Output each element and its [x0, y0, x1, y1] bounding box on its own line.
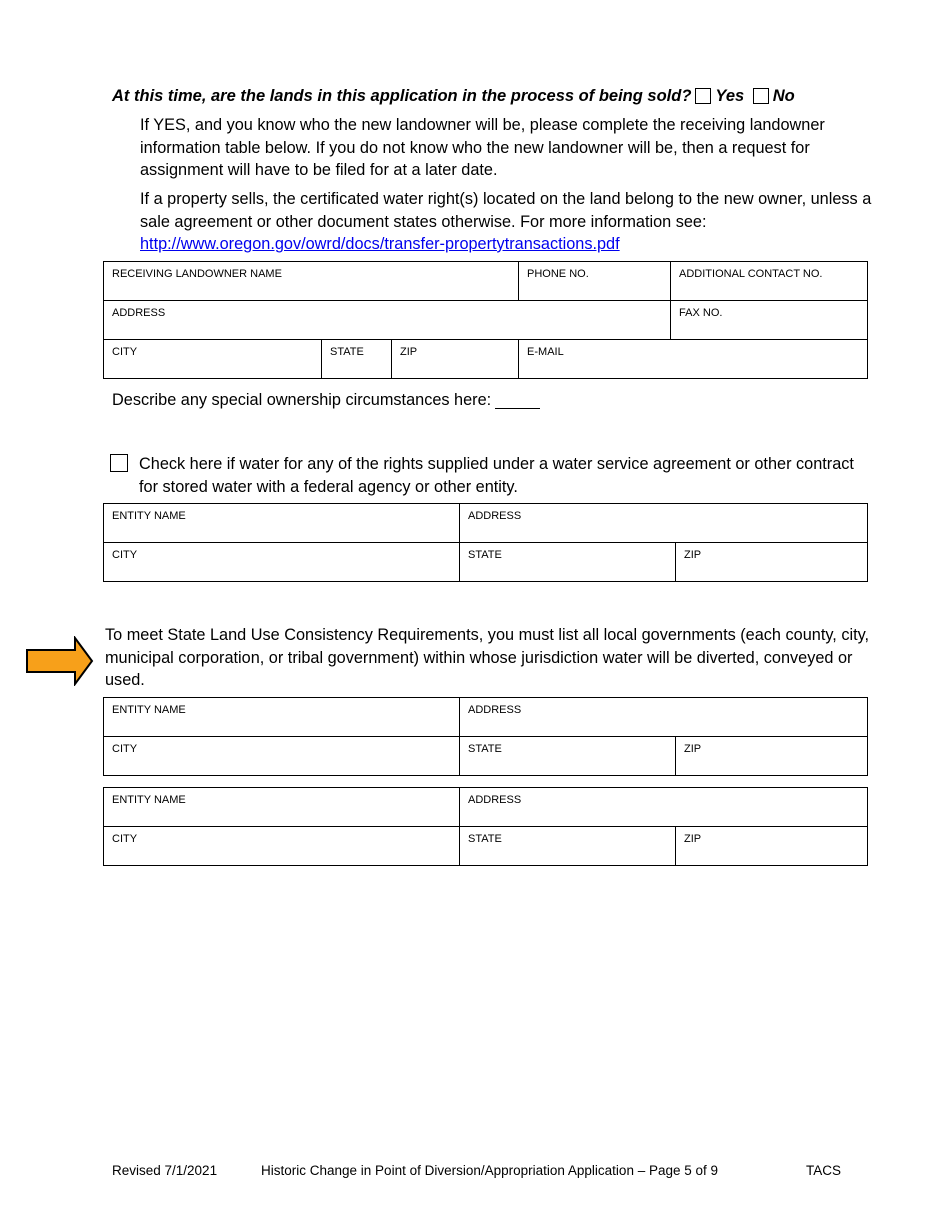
footer-revised: Revised 7/1/2021 — [112, 1163, 218, 1178]
yes-checkbox[interactable] — [695, 88, 711, 104]
water-service-checkbox[interactable] — [110, 454, 128, 472]
entity-name-field[interactable]: ENTITY NAME — [104, 788, 460, 827]
entity-zip-field[interactable]: ZIP — [676, 543, 868, 582]
entity-address-field[interactable]: ADDRESS — [460, 504, 868, 543]
sale-question — [112, 85, 795, 107]
landowner-zip-field[interactable]: ZIP — [392, 340, 519, 379]
entity-address-field[interactable]: ADDRESS — [460, 788, 868, 827]
entity-city-field[interactable]: CITY — [104, 543, 460, 582]
no-label: No — [772, 87, 795, 105]
entity-state-field[interactable]: STATE — [460, 827, 676, 866]
footer-code: TACS — [806, 1163, 842, 1178]
special-ownership-input[interactable] — [495, 392, 540, 409]
sale-question-text: At this time, are the lands in this application in the process of being sold? — [112, 87, 692, 105]
water-service-text: Check here if water for any of the rights supplied under a water service agreement or other contract for stored water with a federal agency or other entity. — [139, 455, 854, 496]
landowner-city-field[interactable]: CITY — [104, 340, 322, 379]
no-checkbox[interactable] — [753, 88, 769, 104]
entity-city-field[interactable]: CITY — [104, 737, 460, 776]
yes-label: Yes — [715, 87, 745, 105]
property-sale-text: If a property sells, the certificated water right(s) located on the land belong to the new owner, unless a sale agreement or other document states otherwise. For more information see: — [140, 190, 872, 231]
entity-state-field[interactable]: STATE — [460, 543, 676, 582]
property-transactions-link[interactable]: http://www.oregon.gov/owrd/docs/transfer-propertytransactions.pdf — [140, 235, 620, 253]
footer-title: Historic Change in Point of Diversion/Appropriation Application – Page 5 of 9 — [261, 1163, 719, 1178]
landowner-name-field[interactable]: RECEIVING LANDOWNER NAME — [104, 262, 519, 301]
entity-address-field[interactable]: ADDRESS — [460, 698, 868, 737]
additional-contact-field[interactable]: ADDITIONAL CONTACT NO. — [671, 262, 868, 301]
phone-field[interactable]: PHONE NO. — [519, 262, 671, 301]
entity-state-field[interactable]: STATE — [460, 737, 676, 776]
entity-zip-field[interactable]: ZIP — [676, 737, 868, 776]
entity-zip-field[interactable]: ZIP — [676, 827, 868, 866]
receiving-landowner-table — [103, 261, 868, 379]
special-ownership-label: Describe any special ownership circumstances here: — [112, 391, 492, 409]
fax-field[interactable]: FAX NO. — [671, 301, 868, 340]
local-government-table-2 — [103, 787, 868, 866]
entity-name-field[interactable]: ENTITY NAME — [104, 698, 460, 737]
entity-name-field[interactable]: ENTITY NAME — [104, 504, 460, 543]
entity-city-field[interactable]: CITY — [104, 827, 460, 866]
landowner-state-field[interactable]: STATE — [322, 340, 392, 379]
water-service-entity-table — [103, 503, 868, 582]
special-ownership — [112, 389, 540, 412]
landowner-address-field[interactable]: ADDRESS — [104, 301, 671, 340]
land-use-text: To meet State Land Use Consistency Requirements, you must list all local governments (each county, city, municipal corporation, or tribal government) within whose jurisdiction water will be diverted, conveyed or used. — [105, 626, 870, 689]
arrow-shape — [27, 638, 92, 684]
sale-instructions: If YES, and you know who the new landowner will be, please complete the receiving landowner information table below. If you do not know who the new landowner will be, then a request for assignment will have to be filed for at a later date. — [140, 116, 825, 179]
property-sale-note — [140, 188, 875, 256]
local-government-table-1 — [103, 697, 868, 776]
email-field[interactable]: E-MAIL — [519, 340, 868, 379]
arrow-right-icon — [25, 636, 95, 686]
